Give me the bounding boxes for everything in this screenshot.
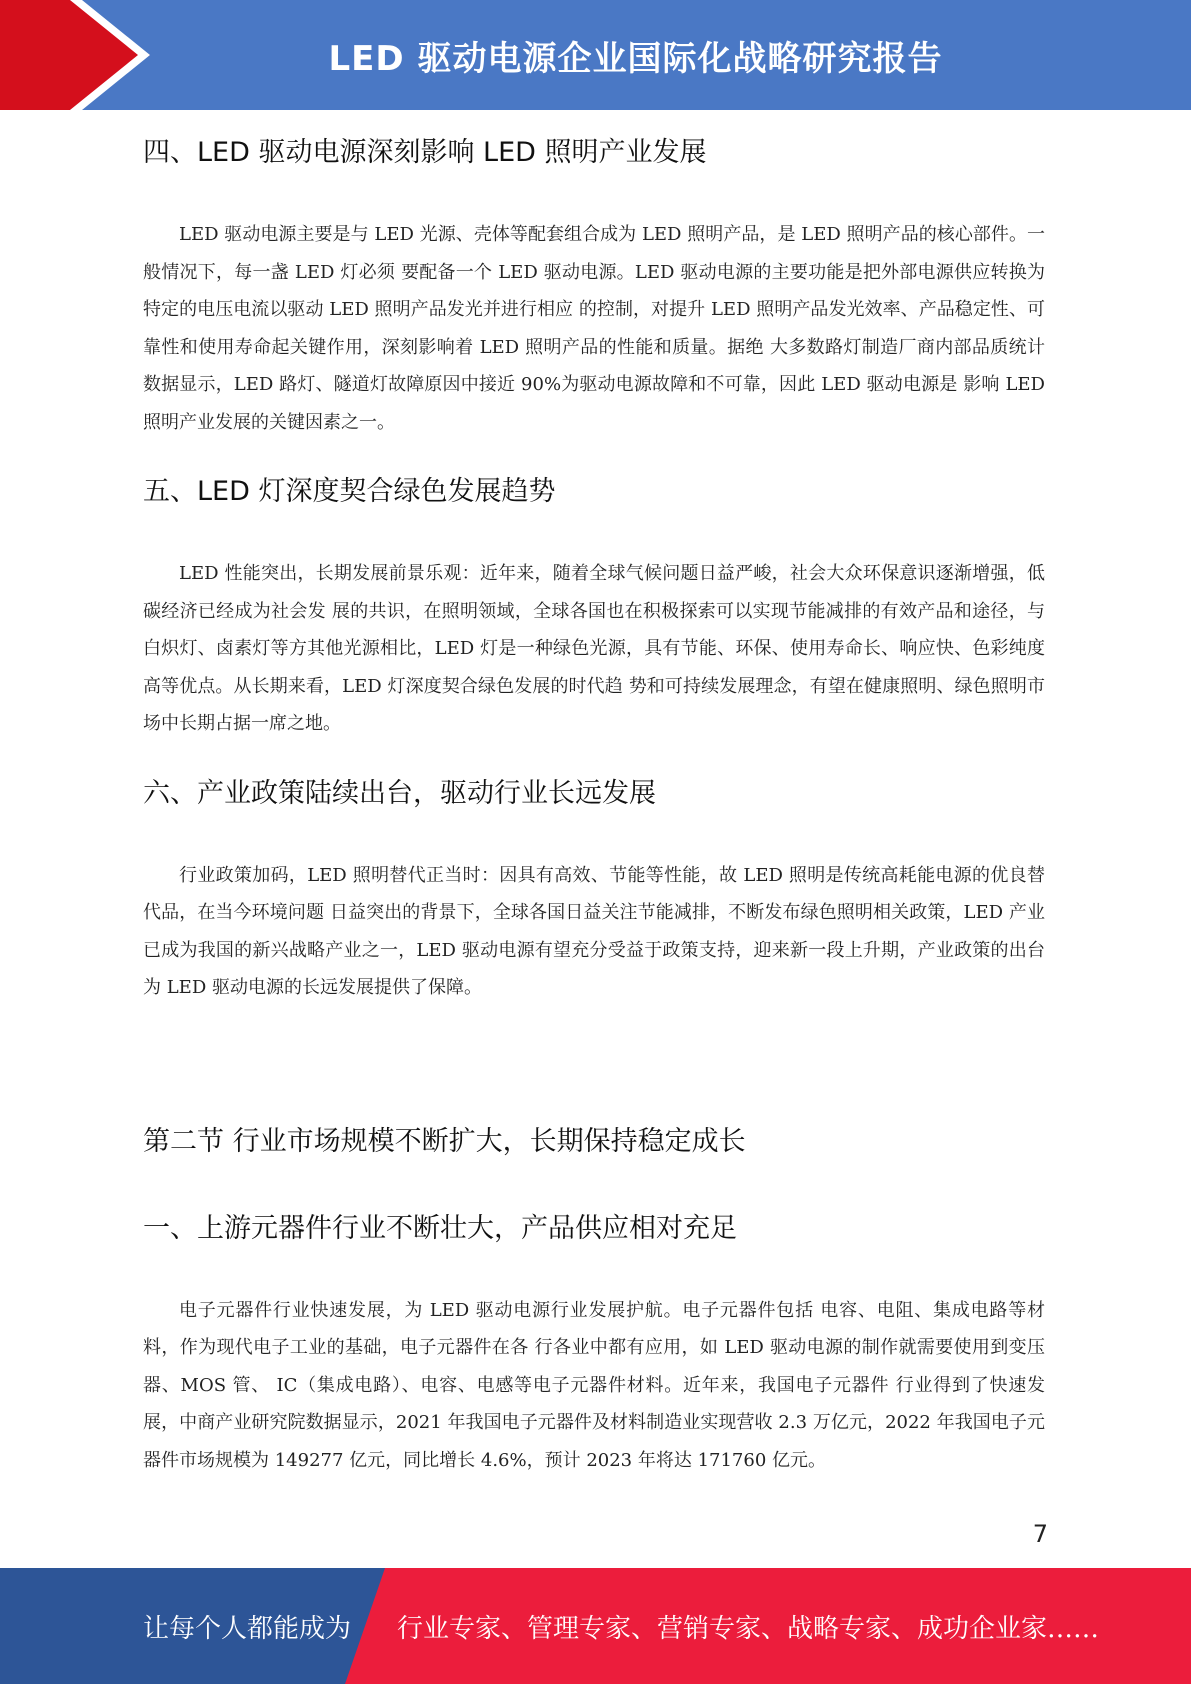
page-footer	[0, 1568, 1191, 1684]
page-content	[143, 130, 1045, 1479]
section-heading: 六、产业政策陆续出台，驱动行业长远发展	[143, 777, 656, 809]
section-paragraph: LED 驱动电源主要是与 LED 光源、壳体等配套组合成为 LED 照明产品，是 LED 照明产品的核心部件。一般情况下，每一盏 LED 灯必须 要配备一个 LED 驱动电源。LED 驱动电源的主要功能是把外部电源供应转换为特定的电压电流以驱动 LED 照明产品发光并进行相应 的控制，对提升 LED 照明产品发光效率、产品稳定性、可靠性和使用寿命起关键作用，深刻影响着 LED 照明产品的性能和质量。据绝 大多数路灯制造厂商内部品质统计数据显示，LED 路灯、隧道灯故障原因中接近 90%为驱动电源故障和不可靠，因此 LED 驱动电源是 影响 LED 照明产业发展的关键因素之一。	[143, 224, 1045, 433]
footer-slogan-left: 让每个人都能成为	[143, 1613, 352, 1644]
section-paragraph: LED 性能突出，长期发展前景乐观：近年来，随着全球气候问题日益严峻，社会大众环保意识逐渐增强，低碳经济已经成为社会发 展的共识，在照明领域，全球各国也在积极探索可以实现节能减排的有效产品和途径，与白炽灯、卤素灯等方其他光源相比，LED 灯是一种绿色光源，具有节能、环保、使用寿命长、响应快、色彩纯度高等优点。从长期来看，LED 灯深度契合绿色发展的时代趋 势和可持续发展理念，有望在健康照明、绿色照明市场中长期占据一席之地。	[143, 563, 1045, 734]
section-heading: 一、上游元器件行业不断壮大，产品供应相对充足	[143, 1212, 737, 1244]
section-paragraph: 电子元器件行业快速发展，为 LED 驱动电源行业发展护航。电子元器件包括 电容、电阻、集成电路等材料，作为现代电子工业的基础，电子元器件在各 行各业中都有应用，如 LED 驱动电源的制作就需要使用到变压器、MOS 管、 IC（集成电路）、电容、电感等电子元器件材料。近年来，我国电子元器件 行业得到了快速发展，中商产业研究院数据显示，2021 年我国电子元器件及材料制造业实现营收 2.3 万亿元，2022 年我国电子元器件市场规模为 149277 亿元，同比增长 4.6%，预计 2023 年将达 171760 亿元。	[143, 1299, 1045, 1471]
footer-slogan-right: 行业专家、管理专家、营销专家、战略专家、成功企业家……	[397, 1613, 1100, 1644]
page-number: 7	[1032, 1520, 1048, 1548]
page-header	[0, 0, 1191, 110]
report-title: LED 驱动电源企业国际化战略研究报告	[328, 38, 943, 79]
section-heading: 五、LED 灯深度契合绿色发展趋势	[143, 476, 556, 507]
header-red-arrow	[0, 0, 150, 110]
section-paragraph: 行业政策加码，LED 照明替代正当时：因具有高效、节能等性能，故 LED 照明是传统高耗能电源的优良替代品，在当今环境问题 日益突出的背景下，全球各国日益关注节能减排，不断发布绿色照明相关政策，LED 产业已成为我国的新兴战略产业之一，LED 驱动电源有望充分受益于政策支持，迎来新一段上升期，产业政策的出台为 LED 驱动电源的长远发展提供了保障。	[143, 864, 1045, 998]
chapter-heading: 第二节 行业市场规模不断扩大，长期保持稳定成长	[143, 1125, 746, 1157]
section-heading: 四、LED 驱动电源深刻影响 LED 照明产业发展	[143, 137, 707, 168]
